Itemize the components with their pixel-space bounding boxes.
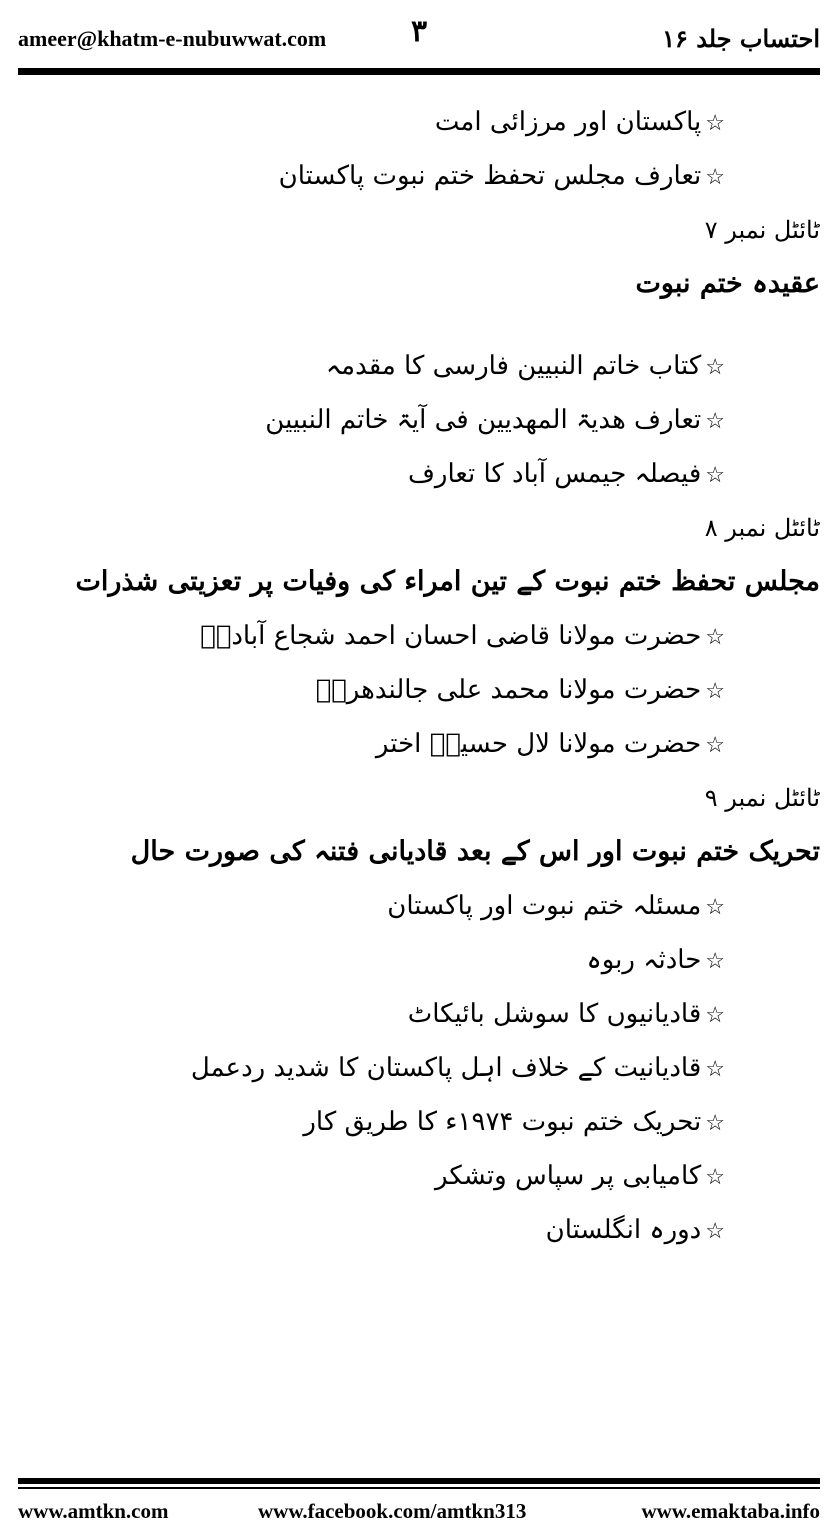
header-email: ameer@khatm-e-nubuwwat.com — [18, 26, 327, 51]
toc-item-text: تعارف مجلس تحفظ ختم نبوت پاکستان — [278, 161, 702, 191]
toc-item — [18, 1041, 820, 1095]
toc-item — [18, 447, 820, 501]
star-icon: ☆ — [705, 679, 725, 704]
toc-item-text: کامیابی پر سپاس وتشکر — [435, 1161, 702, 1191]
footer-link-facebook[interactable]: www.facebook.com/amtkn313 — [258, 1499, 527, 1523]
toc-item-text: دورہ انگلستان — [545, 1215, 702, 1245]
star-icon: ☆ — [705, 733, 725, 758]
footer-links — [18, 1489, 820, 1529]
volume-title: احتساب جلد ۱۶ — [662, 24, 820, 53]
section-heading: عقیدہ ختم نبوت — [635, 268, 820, 299]
toc-item — [18, 987, 820, 1041]
title-number: ٹائٹل نمبر ۷ — [704, 216, 820, 244]
star-icon: ☆ — [705, 949, 725, 974]
toc-item — [18, 879, 820, 933]
star-icon: ☆ — [705, 355, 725, 380]
title-number: ٹائٹل نمبر ۹ — [704, 784, 820, 812]
toc-item-text: فیصلہ جیمس آباد کا تعارف — [407, 459, 702, 489]
star-icon: ☆ — [705, 165, 725, 190]
star-icon: ☆ — [705, 1003, 725, 1028]
section-heading: تحریک ختم نبوت اور اس کے بعد قادیانی فتنہ کی صورت حال — [130, 836, 820, 867]
toc-item — [18, 393, 820, 447]
footer-link-amtkn[interactable]: www.amtkn.com — [18, 1499, 169, 1523]
header-rule — [18, 68, 820, 75]
toc-item-text: کتاب خاتم النبیین فارسی کا مقدمہ — [325, 351, 702, 381]
toc-item-text: تعارف ھدیۃ المھدیین فی آیۃ خاتم النبیین — [265, 405, 702, 435]
star-icon: ☆ — [705, 1111, 725, 1136]
star-icon: ☆ — [705, 463, 725, 488]
toc-item-text: حضرت مولانا لال حسینؒ اختر — [375, 729, 702, 759]
toc-item — [18, 1149, 820, 1203]
toc-item — [18, 149, 820, 203]
page-number: ۳ — [411, 14, 428, 49]
section-heading: مجلس تحفظ ختم نبوت کے تین امراء کی وفیات پر تعزیتی شذرات — [75, 566, 820, 597]
footer-link-emaktaba[interactable]: www.emaktaba.info — [641, 1499, 820, 1523]
toc-item-text: حادثہ ربوہ — [586, 945, 702, 975]
toc-item-text: قادیانیوں کا سوشل بائیکاٹ — [407, 999, 702, 1029]
toc-item-text: قادیانیت کے خلاف اہل پاکستان کا شدید ردعمل — [190, 1053, 702, 1083]
title-number: ٹائٹل نمبر ۸ — [704, 514, 820, 542]
star-icon: ☆ — [705, 625, 725, 650]
spacer — [18, 311, 820, 339]
star-icon: ☆ — [705, 1219, 725, 1244]
star-icon: ☆ — [705, 409, 725, 434]
star-icon: ☆ — [705, 111, 725, 136]
page-header — [18, 14, 820, 64]
toc-item — [18, 609, 820, 663]
toc-item-text: پاکستان اور مرزائی امت — [434, 107, 702, 137]
toc-item-text: حضرت مولانا قاضی احسان احمد شجاع آبادیؒ — [200, 621, 702, 651]
toc-item — [18, 95, 820, 149]
footer-rule-thick — [18, 1478, 820, 1484]
toc-item-text: تحریک ختم نبوت ۱۹۷۴ء کا طریق کار — [303, 1107, 702, 1137]
table-of-contents — [18, 95, 820, 1257]
toc-item — [18, 1203, 820, 1257]
toc-item — [18, 1095, 820, 1149]
toc-item — [18, 933, 820, 987]
toc-item — [18, 717, 820, 771]
star-icon: ☆ — [705, 1057, 725, 1082]
star-icon: ☆ — [705, 1165, 725, 1190]
star-icon: ☆ — [705, 895, 725, 920]
page-footer — [18, 1478, 820, 1529]
toc-item-text: حضرت مولانا محمد علی جالندھریؒ — [315, 675, 702, 705]
toc-item-text: مسئلہ ختم نبوت اور پاکستان — [387, 891, 702, 921]
toc-item — [18, 663, 820, 717]
toc-item — [18, 339, 820, 393]
